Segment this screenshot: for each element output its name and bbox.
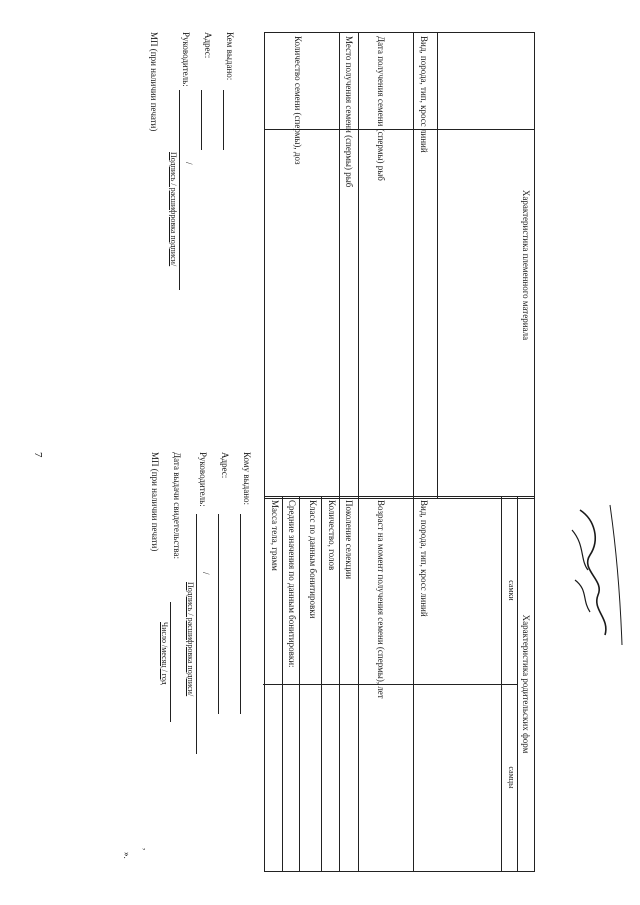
recipient-signature-hint: Подпись / расшифровка подписи/ — [186, 582, 195, 697]
issuer-signature-hint: Подпись / расшифровка подписи/ — [169, 152, 178, 267]
issuer-head-label: Руководитель: — [181, 32, 191, 87]
breeding-material-table — [264, 32, 535, 497]
recipient-address-label: Адрес: — [220, 452, 230, 479]
right-row-generation: Поколение селекции — [344, 500, 354, 580]
issued-by-label: Кем выдано: — [225, 32, 235, 81]
left-row-semen-place: Место получения семени (спермы) рыб — [344, 36, 354, 188]
right-row-body-mass: Масса тела, грамм — [270, 500, 280, 571]
tail-mark: , — [142, 848, 152, 851]
handwritten-signature — [560, 500, 630, 650]
issue-date-label: Дата выдачи свидетельства: — [172, 452, 182, 560]
issuer-stamp-label: МП (при наличии печати) — [149, 32, 159, 132]
certificate-form — [95, 32, 535, 872]
issue-date-hint: Число /месяц / год — [160, 622, 169, 685]
issued-to-label: Кому выдано: — [242, 452, 252, 506]
right-row-grading-averages: Средние значения по данным бонитировки: — [287, 500, 297, 668]
issuer-signature-slash: / — [184, 162, 194, 165]
right-row-count: Количество, голов — [327, 500, 337, 571]
parent-forms-block — [264, 497, 535, 872]
subheader-males: самцы — [507, 766, 516, 789]
page-number: 7 — [32, 452, 44, 458]
right-row-age: Возраст на момент получения семени (спермы), лет — [376, 500, 386, 699]
left-column-header: Характеристика племенного материала — [521, 189, 531, 341]
recipient-stamp-label: МП (при наличии печати) — [150, 452, 160, 552]
left-row-semen-doses: Количество семени (спермы), доз — [293, 36, 303, 165]
right-row-grading-class: Класс по данным бонитировки — [308, 500, 318, 619]
recipient-signature-slash: / — [201, 572, 211, 575]
recipient-head-label: Руководитель: — [198, 452, 208, 507]
closing-quote: ». — [122, 852, 132, 859]
left-row-species: Вид, порода, тип, кросс линий — [419, 36, 429, 153]
right-column-header: Характеристика родительских форм — [521, 614, 531, 754]
left-row-semen-date: Дата получения семени (спермы) рыб — [376, 36, 386, 181]
subheader-females: самки — [507, 580, 516, 601]
issuer-address-label: Адрес: — [203, 32, 213, 59]
right-row-species: Вид, порода, тип, кросс линий — [419, 500, 429, 617]
